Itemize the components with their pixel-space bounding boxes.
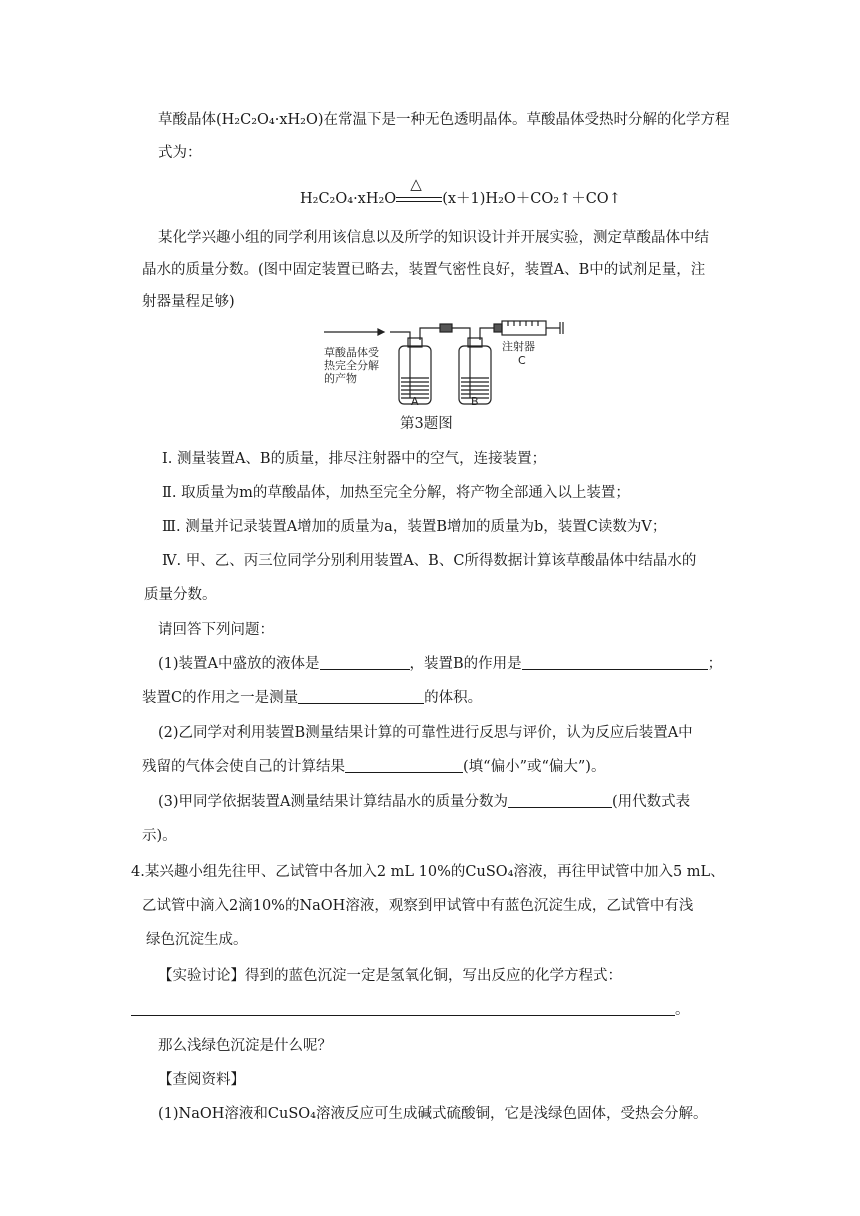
follow-up-question: 那么浅绿色沉淀是什么呢？ — [158, 1038, 332, 1054]
q4-line-2: 乙试管中滴入2滴10%的NaOH溶液，观察到甲试管中有蓝色沉淀生成，乙试管中有浅 — [142, 898, 694, 914]
step-1: Ⅰ. 测量装置A、B的质量，排尽注射器中的空气，连接装置； — [162, 451, 547, 467]
heating-condition-sign — [396, 175, 442, 208]
answer-blank-5[interactable] — [508, 793, 612, 808]
q3-paragraph-line-2: 晶水的质量分数。(图中固定装置已略去，装置气密性良好，装置A、B中的试剂足量，注 — [142, 262, 706, 278]
answer-blank-6[interactable] — [131, 1001, 675, 1016]
figure-caption: 第3题图 — [400, 416, 453, 432]
q4-line-1: 4.某兴趣小组先往甲、乙试管中各加入2 mL 10%的CuSO₄溶液，再往甲试管中加入5 mL、 — [131, 864, 725, 880]
discussion-answer-line: 。 — [131, 1000, 690, 1020]
figure-label-b: B — [471, 395, 479, 408]
question-1-line-2: 装置C的作用之一是测量 的体积。 — [142, 690, 483, 706]
step-2: Ⅱ. 取质量为m的草酸晶体，加热至完全分解，将产物全部通入以上装置； — [162, 485, 630, 501]
equation-right: (x＋1)H₂O＋CO₂↑＋CO↑ — [442, 191, 621, 207]
lookup-item-1: (1)NaOH溶液和CuSO₄溶液反应可生成碱式硫酸铜，它是浅绿色固体，受热会分解。 — [158, 1106, 708, 1122]
question-2-line-2: 残留的气体会使自己的计算结果 (填“偏小”或“偏大”)。 — [142, 759, 606, 775]
q3-paragraph-line-1: 某化学兴趣小组的同学利用该信息以及所学的知识设计并开展实验，测定草酸晶体中结 — [158, 230, 709, 246]
step-3: Ⅲ. 测量并记录装置A增加的质量为a，装置B增加的质量为b，装置C读数为V； — [162, 519, 667, 535]
step-4: Ⅳ. 甲、乙、丙三位同学分别利用装置A、B、C所得数据计算该草酸晶体中结晶水的 — [162, 553, 697, 569]
answer-blank-2[interactable] — [522, 655, 708, 670]
experiment-discussion: 【实验讨论】得到的蓝色沉淀一定是氢氧化铜，写出反应的化学方程式： — [158, 968, 622, 984]
question-1-line-1: (1)装置A中盛放的液体是 ，装置B的作用是 ； — [158, 656, 723, 672]
equation-left: H₂C₂O₄·xH₂O — [300, 191, 397, 207]
figure-label-a: A — [411, 395, 419, 408]
figure-injector-label: 注射器 — [502, 340, 535, 353]
q3-intro-line-2: 式为： — [158, 145, 202, 161]
q3-intro-line-1: 草酸晶体(H₂C₂O₄·xH₂O)在常温下是一种无色透明晶体。草酸晶体受热时分解的化学方程 — [158, 112, 730, 128]
prompt: 请回答下列问题： — [158, 622, 274, 638]
question-3-line-1: (3)甲同学依据装置A测量结果计算结晶水的质量分数为 (用代数式表 — [158, 794, 691, 810]
lookup-heading: 【查阅资料】 — [158, 1072, 245, 1088]
q3-paragraph-line-3: 射器量程足够) — [142, 294, 235, 310]
decomposition-equation — [300, 175, 621, 209]
answer-blank-4[interactable] — [345, 758, 463, 773]
apparatus-figure — [322, 318, 574, 410]
question-2-line-1: (2)乙同学对利用装置B测量结果计算的可靠性进行反思与评价，认为反应后装置A中 — [158, 725, 693, 741]
heat-triangle-icon: △ — [410, 175, 422, 193]
figure-label-c: C — [518, 354, 526, 367]
injector-c — [502, 321, 546, 335]
answer-blank-1[interactable] — [320, 655, 410, 670]
question-3-line-2: 示)。 — [142, 828, 177, 844]
figure-product-label: 草酸晶体受 热完全分解 的产物 — [324, 346, 379, 385]
step-4-cont: 质量分数。 — [144, 587, 217, 603]
q4-line-3: 绿色沉淀生成。 — [146, 932, 248, 948]
answer-blank-3[interactable] — [298, 689, 424, 704]
